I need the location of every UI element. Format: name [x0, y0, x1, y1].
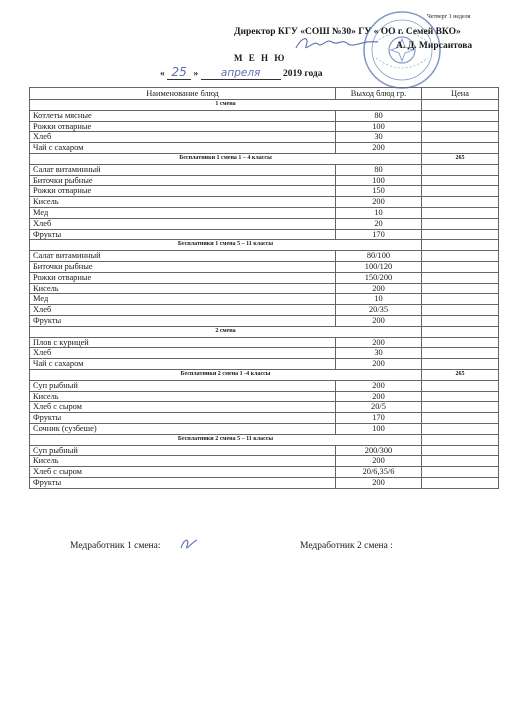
- menu-title: М Е Н Ю: [234, 53, 287, 63]
- dish-name: Мед: [30, 294, 336, 305]
- section-row: [30, 240, 499, 251]
- dish-price: [422, 283, 499, 294]
- dish-output: 200/300: [336, 445, 422, 456]
- dish-output: 200: [336, 359, 422, 370]
- dish-name: Чай с сахаром: [30, 359, 336, 370]
- date-open-quote: «: [160, 69, 165, 79]
- section-row: [30, 100, 499, 111]
- dish-name: Котлеты мясные: [30, 110, 336, 121]
- dish-name: Биточки рыбные: [30, 261, 336, 272]
- medic-signature: [178, 536, 200, 554]
- dish-name: Рожки отварные: [30, 272, 336, 283]
- dish-price: [422, 218, 499, 229]
- medic-shift-2-label: Медработник 2 смена :: [300, 541, 393, 551]
- header-output: Выход блюд гр.: [336, 88, 422, 100]
- dish-name: Рожки отварные: [30, 121, 336, 132]
- dish-name: Рожки отварные: [30, 186, 336, 197]
- dish-output: 100: [336, 121, 422, 132]
- table-row: [30, 272, 499, 283]
- dish-name: Салат витаминный: [30, 251, 336, 262]
- dish-price: [422, 391, 499, 402]
- table-row: [30, 359, 499, 370]
- dish-output: 150/200: [336, 272, 422, 283]
- dish-price: [422, 305, 499, 316]
- section-label: 2 смена: [30, 326, 422, 337]
- section-price: [422, 100, 499, 111]
- dish-price: [422, 467, 499, 478]
- table-row: [30, 143, 499, 154]
- table-row: [30, 164, 499, 175]
- dish-price: [422, 380, 499, 391]
- dish-price: [422, 132, 499, 143]
- section-label: Бесплатники 2 смена 1 -4 классы: [30, 369, 422, 380]
- dish-name: Кисель: [30, 456, 336, 467]
- section-price: 265: [422, 153, 499, 164]
- director-name: А. Д. Мирсаитова: [396, 41, 473, 51]
- dish-output: 200: [336, 391, 422, 402]
- dish-output: 30: [336, 132, 422, 143]
- dish-output: 200: [336, 337, 422, 348]
- dish-price: [422, 456, 499, 467]
- dish-name: Плов с курицей: [30, 337, 336, 348]
- table-row: [30, 477, 499, 488]
- director-signature: [292, 32, 382, 56]
- dish-output: 200: [336, 315, 422, 326]
- corner-note: Четверг 1 неделя: [427, 14, 471, 20]
- dish-output: 20/35: [336, 305, 422, 316]
- dish-output: 10: [336, 207, 422, 218]
- table-row: [30, 197, 499, 208]
- dish-price: [422, 315, 499, 326]
- table-row: [30, 186, 499, 197]
- table-row: [30, 445, 499, 456]
- table-row: [30, 261, 499, 272]
- dish-output: 200: [336, 380, 422, 391]
- table-row: [30, 348, 499, 359]
- dish-name: Кисель: [30, 283, 336, 294]
- table-row: [30, 175, 499, 186]
- date-year: 2019 года: [283, 69, 323, 79]
- dish-price: [422, 186, 499, 197]
- dish-name: Чай с сахаром: [30, 143, 336, 154]
- section-label: Бесплатники 2 смена 5 – 11 классы: [30, 434, 422, 445]
- menu-table-body: [30, 88, 499, 489]
- section-label: Бесплатники 1 смена 5 – 11 классы: [30, 240, 422, 251]
- dish-name: Фрукты: [30, 315, 336, 326]
- dish-output: 200: [336, 283, 422, 294]
- approval-line: Директор КГУ «СОШ №30» ГУ « ОО г. Семей ВКО»: [234, 27, 461, 37]
- section-price: [422, 434, 499, 445]
- section-row: [30, 153, 499, 164]
- dish-output: 200: [336, 477, 422, 488]
- section-row: [30, 434, 499, 445]
- dish-price: [422, 121, 499, 132]
- dish-name: Кисель: [30, 197, 336, 208]
- table-row: [30, 413, 499, 424]
- dish-output: 10: [336, 294, 422, 305]
- dish-price: [422, 348, 499, 359]
- medic-shift-1-label: Медработник 1 смена:: [70, 541, 161, 551]
- section-price: [422, 326, 499, 337]
- dish-output: 170: [336, 413, 422, 424]
- dish-output: 200: [336, 197, 422, 208]
- dish-price: [422, 143, 499, 154]
- dish-name: Фрукты: [30, 477, 336, 488]
- dish-name: Мед: [30, 207, 336, 218]
- dish-output: 20/6,35/6: [336, 467, 422, 478]
- table-header-row: [30, 88, 499, 100]
- section-price: 265: [422, 369, 499, 380]
- menu-date: [160, 65, 322, 80]
- dish-name: Суп рыбный: [30, 380, 336, 391]
- section-price: [422, 240, 499, 251]
- dish-output: 80: [336, 164, 422, 175]
- dish-price: [422, 413, 499, 424]
- dish-name: Салат витаминный: [30, 164, 336, 175]
- dish-price: [422, 251, 499, 262]
- dish-price: [422, 229, 499, 240]
- dish-name: Суп рыбный: [30, 445, 336, 456]
- dish-price: [422, 477, 499, 488]
- dish-name: Хлеб: [30, 305, 336, 316]
- dish-output: 150: [336, 186, 422, 197]
- table-row: [30, 315, 499, 326]
- table-row: [30, 467, 499, 478]
- dish-price: [422, 207, 499, 218]
- table-row: [30, 456, 499, 467]
- dish-name: Фрукты: [30, 229, 336, 240]
- section-label: Бесплатники 1 смена 1 – 4 классы: [30, 153, 422, 164]
- table-row: [30, 251, 499, 262]
- dish-price: [422, 337, 499, 348]
- table-row: [30, 218, 499, 229]
- table-row: [30, 423, 499, 434]
- table-row: [30, 402, 499, 413]
- dish-output: 80: [336, 110, 422, 121]
- table-row: [30, 229, 499, 240]
- dish-price: [422, 164, 499, 175]
- table-row: [30, 132, 499, 143]
- dish-name: Сочник (сузбеше): [30, 423, 336, 434]
- dish-price: [422, 294, 499, 305]
- dish-name: Биточки рыбные: [30, 175, 336, 186]
- dish-price: [422, 359, 499, 370]
- date-day: 25: [167, 65, 191, 80]
- dish-price: [422, 175, 499, 186]
- header-price: Цена: [422, 88, 499, 100]
- dish-name: Кисель: [30, 391, 336, 402]
- dish-output: 80/100: [336, 251, 422, 262]
- dish-name: Хлеб: [30, 132, 336, 143]
- section-row: [30, 326, 499, 337]
- dish-name: Хлеб: [30, 348, 336, 359]
- header-dish-name: Наименование блюд: [30, 88, 336, 100]
- dish-name: Хлеб с сыром: [30, 402, 336, 413]
- dish-price: [422, 402, 499, 413]
- dish-output: 170: [336, 229, 422, 240]
- dish-output: 200: [336, 143, 422, 154]
- date-close-quote: »: [193, 69, 199, 79]
- table-row: [30, 207, 499, 218]
- dish-price: [422, 261, 499, 272]
- dish-price: [422, 423, 499, 434]
- table-row: [30, 337, 499, 348]
- dish-output: 100: [336, 423, 422, 434]
- table-row: [30, 294, 499, 305]
- dish-output: 100/120: [336, 261, 422, 272]
- dish-output: 20: [336, 218, 422, 229]
- menu-table: [29, 87, 499, 489]
- dish-output: 200: [336, 456, 422, 467]
- dish-price: [422, 110, 499, 121]
- dish-price: [422, 197, 499, 208]
- table-row: [30, 283, 499, 294]
- dish-output: 30: [336, 348, 422, 359]
- dish-output: 20/5: [336, 402, 422, 413]
- table-row: [30, 110, 499, 121]
- dish-name: Фрукты: [30, 413, 336, 424]
- dish-name: Хлеб с сыром: [30, 467, 336, 478]
- section-row: [30, 369, 499, 380]
- dish-output: 100: [336, 175, 422, 186]
- date-month: апреля: [201, 67, 281, 80]
- table-row: [30, 391, 499, 402]
- section-label: 1 смена: [30, 100, 422, 111]
- dish-price: [422, 272, 499, 283]
- dish-price: [422, 445, 499, 456]
- table-row: [30, 121, 499, 132]
- table-row: [30, 380, 499, 391]
- table-row: [30, 305, 499, 316]
- dish-name: Хлеб: [30, 218, 336, 229]
